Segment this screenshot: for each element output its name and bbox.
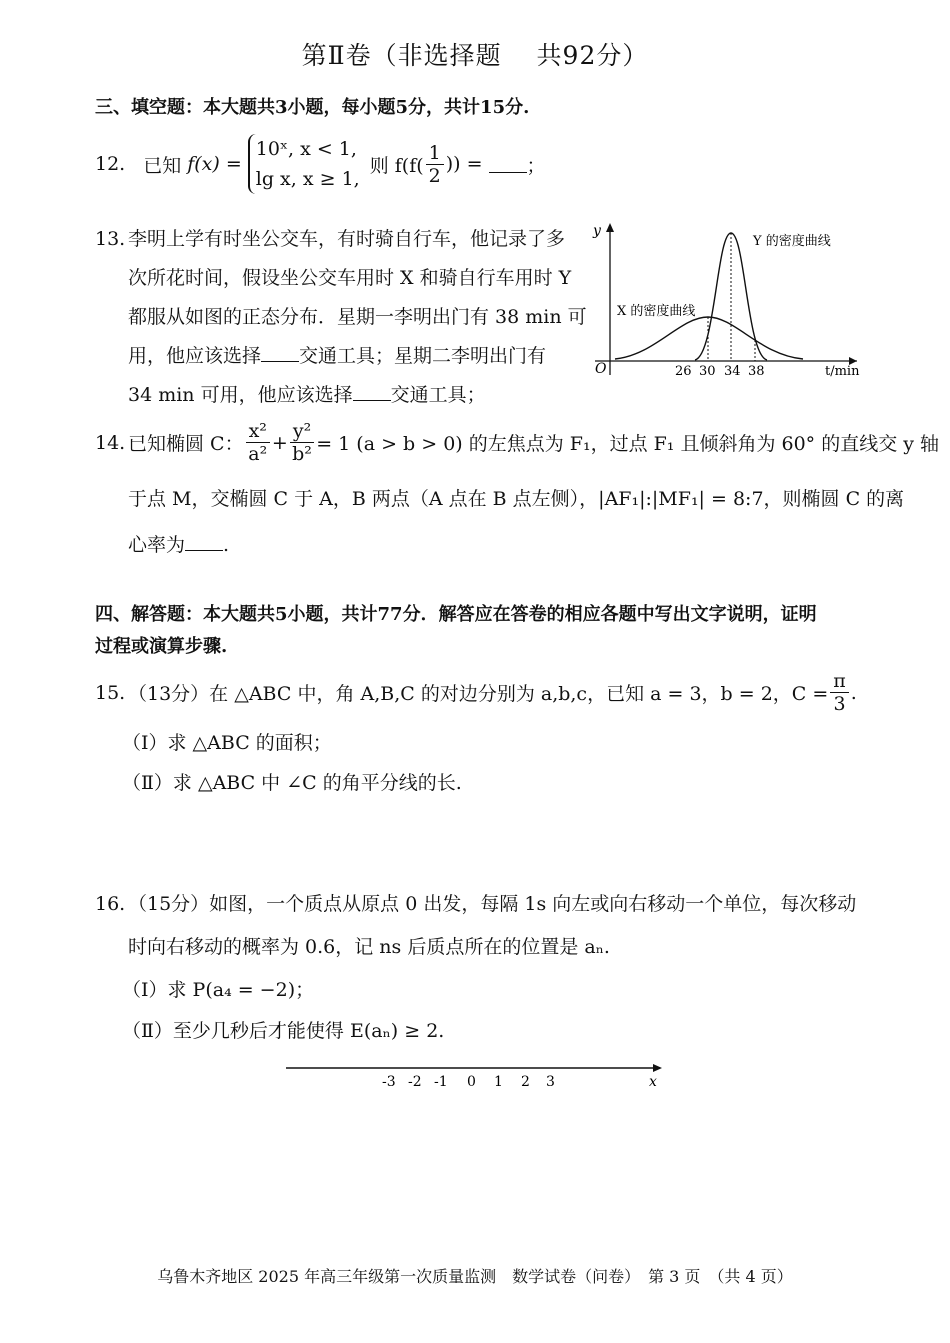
q15-frac-den: 3 <box>833 693 846 715</box>
q16-line2: 时向右移动的概率为 0.6，记 ns 后质点所在的位置是 aₙ. <box>128 936 610 958</box>
q12-tail: )) = <box>445 153 483 175</box>
q14-line3b: . <box>223 534 230 556</box>
question-14 <box>95 420 939 465</box>
q14-plus: + <box>271 431 288 454</box>
question-13 <box>95 220 587 415</box>
q14-number: 14. <box>95 431 126 454</box>
origin-label: O <box>595 361 607 377</box>
q13-line3: 都服从如图的正态分布．星期一李明出门有 38 min 可 <box>128 306 587 328</box>
q12-answer-blank[interactable] <box>489 156 527 173</box>
q12-fraction <box>426 142 444 187</box>
q15-part2: （Ⅱ）求 △ABC 中 ∠C 的角平分线的长. <box>122 772 462 794</box>
q13-line4b: 交通工具；星期二李明出门有 <box>299 345 547 367</box>
normal-distribution-figure <box>585 215 865 385</box>
y-axis-arrow <box>606 223 614 232</box>
q13-line4a: 用，他应该选择 <box>128 345 262 367</box>
number-line <box>282 1058 672 1094</box>
q16-part2: （Ⅱ）至少几秒后才能使得 E(aₙ) ≥ 2. <box>122 1020 445 1042</box>
q16-part1: （Ⅰ）求 P(a₄ = −2)； <box>122 979 315 1001</box>
tick-label-neg1: -1 <box>434 1074 448 1090</box>
question-15 <box>95 670 857 715</box>
q13-blank1[interactable] <box>261 345 299 362</box>
q13-line1: 李明上学有时坐公交车，有时骑自行车，他记录了多 <box>128 228 566 250</box>
x-curve-label: X 的密度曲线 <box>617 304 696 319</box>
t-axis-label: t/min <box>825 364 860 379</box>
q13-number: 13. <box>95 228 126 250</box>
x-density-curve <box>615 317 803 359</box>
q14-frac1-num: x² <box>246 420 270 443</box>
tick-label-2: 2 <box>521 1074 530 1090</box>
number-line-x-label: x <box>649 1074 657 1090</box>
tick-30: 30 <box>699 364 716 379</box>
section-title: 第Ⅱ卷（非选择题 共92分） <box>301 41 649 70</box>
q15-fraction <box>830 670 849 715</box>
tick-34: 34 <box>724 364 741 379</box>
tick-label-0: 0 <box>467 1074 476 1090</box>
y-axis-label: y <box>593 223 601 239</box>
tick-label-3: 3 <box>546 1074 555 1090</box>
q14-line3a: 心率为 <box>128 534 186 556</box>
q13-line5b: 交通工具； <box>390 384 486 406</box>
tick-26: 26 <box>675 364 692 379</box>
q14-frac1-den: a² <box>248 443 268 465</box>
solution-heading-line1: 四、解答题：本大题共5小题，共计77分．解答应在答卷的相应各题中写出文字说明，证明 <box>95 604 817 625</box>
q16-line1: （15分）如图，一个质点从原点 0 出发，每隔 1s 向左或向右移动一个单位，每次移动 <box>128 893 857 915</box>
q14-frac1 <box>246 420 270 465</box>
q15-line1a: （13分）在 △ABC 中，角 A,B,C 的对边分别为 a,b,c，已知 a = 3，b = 2，C = <box>128 683 829 705</box>
q14-line1a: 已知椭圆 C： <box>128 433 244 455</box>
q12-prefix: 已知 <box>143 154 182 177</box>
tick-38: 38 <box>748 364 765 379</box>
q15-number: 15. <box>95 681 126 704</box>
question-12 <box>95 134 546 194</box>
page-footer: 乌鲁木齐地区 2025 年高三年级第一次质量监测 数学试卷（问卷） 第 3 页 （共 4 页） <box>157 1267 793 1286</box>
q15-line1b: . <box>850 681 857 704</box>
q16-number: 16. <box>95 893 126 915</box>
q12-case1: 10ˣ, x < 1, <box>255 138 357 160</box>
q14-line2: 于点 M，交椭圆 C 于 A，B 两点（A 点在 B 点左侧），|AF₁|:|MF₁| = 8:7，则椭圆 C 的离 <box>128 488 905 510</box>
q14-line3 <box>128 530 229 557</box>
q12-number: 12. <box>95 153 126 175</box>
q12-piecewise <box>248 134 360 194</box>
number-line-arrow <box>653 1064 662 1072</box>
q14-frac2-den: b² <box>292 443 312 465</box>
q14-answer-blank[interactable] <box>185 534 223 551</box>
q12-end: ； <box>526 154 546 177</box>
q15-part1: （Ⅰ）求 △ABC 的面积； <box>122 732 332 754</box>
q12-frac-num: 1 <box>426 142 444 165</box>
q12-function: f(x) = <box>187 153 242 175</box>
q15-frac-num: π <box>830 670 849 693</box>
q12-then: 则 f(f( <box>369 154 424 177</box>
question-16 <box>95 889 856 916</box>
q14-frac2-num: y² <box>290 420 314 443</box>
q12-frac-den: 2 <box>428 164 441 187</box>
y-density-curve <box>695 233 767 360</box>
tick-label-neg3: -3 <box>382 1074 396 1090</box>
q13-line2: 次所花时间，假设坐公交车用时 X 和骑自行车用时 Y <box>128 267 572 289</box>
solution-heading-line2: 过程或演算步骤. <box>95 636 228 657</box>
q12-case2: lg x, x ≥ 1, <box>255 168 360 190</box>
y-curve-label: Y 的密度曲线 <box>753 234 831 249</box>
q13-line5a: 34 min 可用，他应该选择 <box>128 384 353 406</box>
q13-blank2[interactable] <box>353 384 391 401</box>
tick-label-neg2: -2 <box>408 1074 422 1090</box>
q14-line1b: = 1 (a > b > 0) 的左焦点为 F₁，过点 F₁ 且倾斜角为 60° 的直线交 y 轴 <box>316 433 940 455</box>
tick-label-1: 1 <box>494 1074 503 1090</box>
fill-in-heading: 三、填空题：本大题共3小题，每小题5分，共计15分. <box>95 97 530 118</box>
q14-frac2 <box>290 420 314 465</box>
